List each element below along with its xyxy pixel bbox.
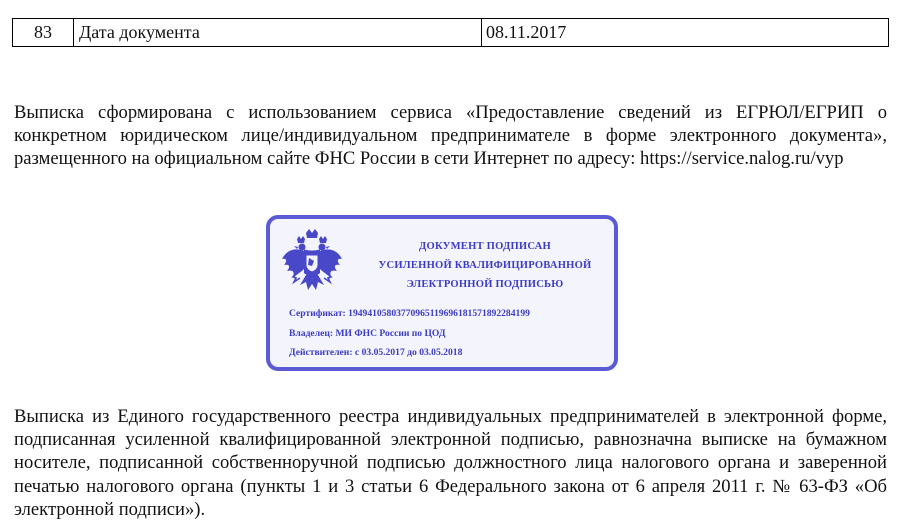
stamp-validity: Действителен: с 03.05.2017 до 03.05.2018	[289, 347, 463, 358]
stamp-title	[354, 237, 616, 294]
service-info-paragraph: Выписка сформирована с использованием сервиса «Предоставление сведений из ЕГРЮЛ/ЕГРИП о конкретном юридическом лице/индивидуальном предпринимателе в форме электронного документа», размещенного на официальном сайте ФНС России в сети Интернет по адресу: https://service.nalog.ru/vyp	[14, 102, 887, 170]
electronic-signature-stamp	[266, 215, 618, 371]
stamp-title-line: УСИЛЕННОЙ КВАЛИФИЦИРОВАННОЙ	[378, 260, 592, 271]
stamp-certificate: Сертификат: 194941058037709651196961815718922841​99	[289, 308, 530, 319]
legal-notice-paragraph: Выписка из Единого государственного реестра индивидуальных предпринимателей в электронной форме, подписанная усиленной квалифицированной электронной подписью, равнозначна выписке на бумажном носителе, подписанной собственноручной подписью должностного лица налогового органа и заверенной печатью налогового органа (пункты 1 и 3 статьи 6 Федерального закона от 6 апреля 2011 г. № 63-ФЗ «Об электронной подписи»).	[14, 406, 887, 520]
row-number: 83	[13, 19, 74, 46]
stamp-title-line: ДОКУМЕНТ ПОДПИСАН	[419, 241, 551, 252]
document-date-row	[12, 18, 889, 47]
stamp-details	[289, 304, 530, 363]
row-label: Дата документа	[74, 19, 482, 46]
russian-coat-of-arms-icon	[280, 227, 344, 297]
stamp-title-line: ЭЛЕКТРОННОЙ ПОДПИСЬЮ	[406, 279, 564, 290]
row-value: 08.11.2017	[486, 22, 567, 42]
stamp-owner: Владелец: МИ ФНС России по ЦОД	[289, 327, 446, 339]
